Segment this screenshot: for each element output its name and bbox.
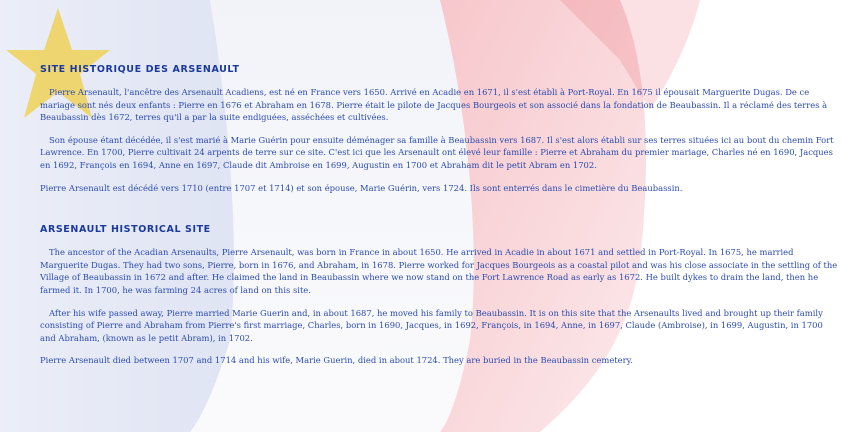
english-section xyxy=(40,224,840,367)
french-heading: SITE HISTORIQUE DES ARSENAULT xyxy=(40,64,240,75)
english-paragraph-3: Pierre Arsenault died between 1707 and 1714 and his wife, Marie Guerin, died in about 1724. They are buried in the Beaubassin cemetery. xyxy=(40,355,633,366)
french-paragraph-1: Pierre Arsenault, l'ancêtre des Arsenault Acadiens, est né en France vers 1650. Arrivé en Acadie en 1671, il s'est établi à Port-Royal. En 1675 il épousait Marguerite Dugas. De ce mariage sont nés deux enfants : Pierre en 1676 et Abraham en 1678. Pierre était le pilote de Jacques Bourgeois et son associé dans la fondation de Beaubassin. Il a réclamé des terres à Beaubassin dès 1672, terres qu'il a par la suite endiguées, asséchées et cultivées. xyxy=(40,87,828,123)
french-section xyxy=(40,64,840,194)
english-heading: ARSENAULT HISTORICAL SITE xyxy=(40,224,211,236)
english-paragraph-2: After his wife passed away, Pierre married Marie Guerin and, in about 1687, he moved his family to Beaubassin. It is on this site that the Arsenaults lived and brought up their family consisting of Pierre and Abraham from Pierre's first marriage, Charles, born in 1690, Jacques, in 1692, François, in 1694, Anne, in 1697, Claude (Ambroise), in 1699, Augustin, in 1700 and Abraham, (known as le petit Abram), in 1702. xyxy=(40,307,823,343)
plaque-text xyxy=(40,64,840,377)
french-paragraph-2: Son épouse étant décédée, il s'est marié à Marie Guérin pour ensuite déménager sa famille à Beaubassin vers 1687. Il s'est alors établi sur ses terres situées ici au bout du chemin Fort Lawrence. En 1700, Pierre cultivait 24 arpents de terre sur ce site. C'est ici que les Arsenault ont élevé leur famille : Pierre et Abraham du premier mariage, Charles né en 1690, Jacques en 1692, François en 1694, Anne en 1697, Claude dit Ambroise en 1699, Augustin en 1700 et Abraham dit le petit Abram en 1702. xyxy=(40,134,834,170)
english-paragraph-1: The ancestor of the Acadian Arsenaults, Pierre Arsenault, was born in France in about 1650. He arrived in Acadie in about 1671 and settled in Port-Royal. In 1675, he married Marguerite Dugas. They had two sons, Pierre, born in 1676, and Abraham, in 1678. Pierre worked for Jacques Bourgeois as a coastal pilot and was his close associate in the settling of the Village of Beaubassin in 1672 and after. He claimed the land in Beaubassin where we now stand on the Fort Lawrence Road as early as 1672. He built dykes to drain the land, then he farmed it. In 1700, he was farming 24 acres of land on this site. xyxy=(40,247,838,295)
french-paragraph-3: Pierre Arsenault est décédé vers 1710 (entre 1707 et 1714) et son épouse, Marie Guérin, vers 1724. Ils sont enterrés dans le cimetière du Beaubassin. xyxy=(40,182,683,193)
section-spacer xyxy=(40,204,840,224)
